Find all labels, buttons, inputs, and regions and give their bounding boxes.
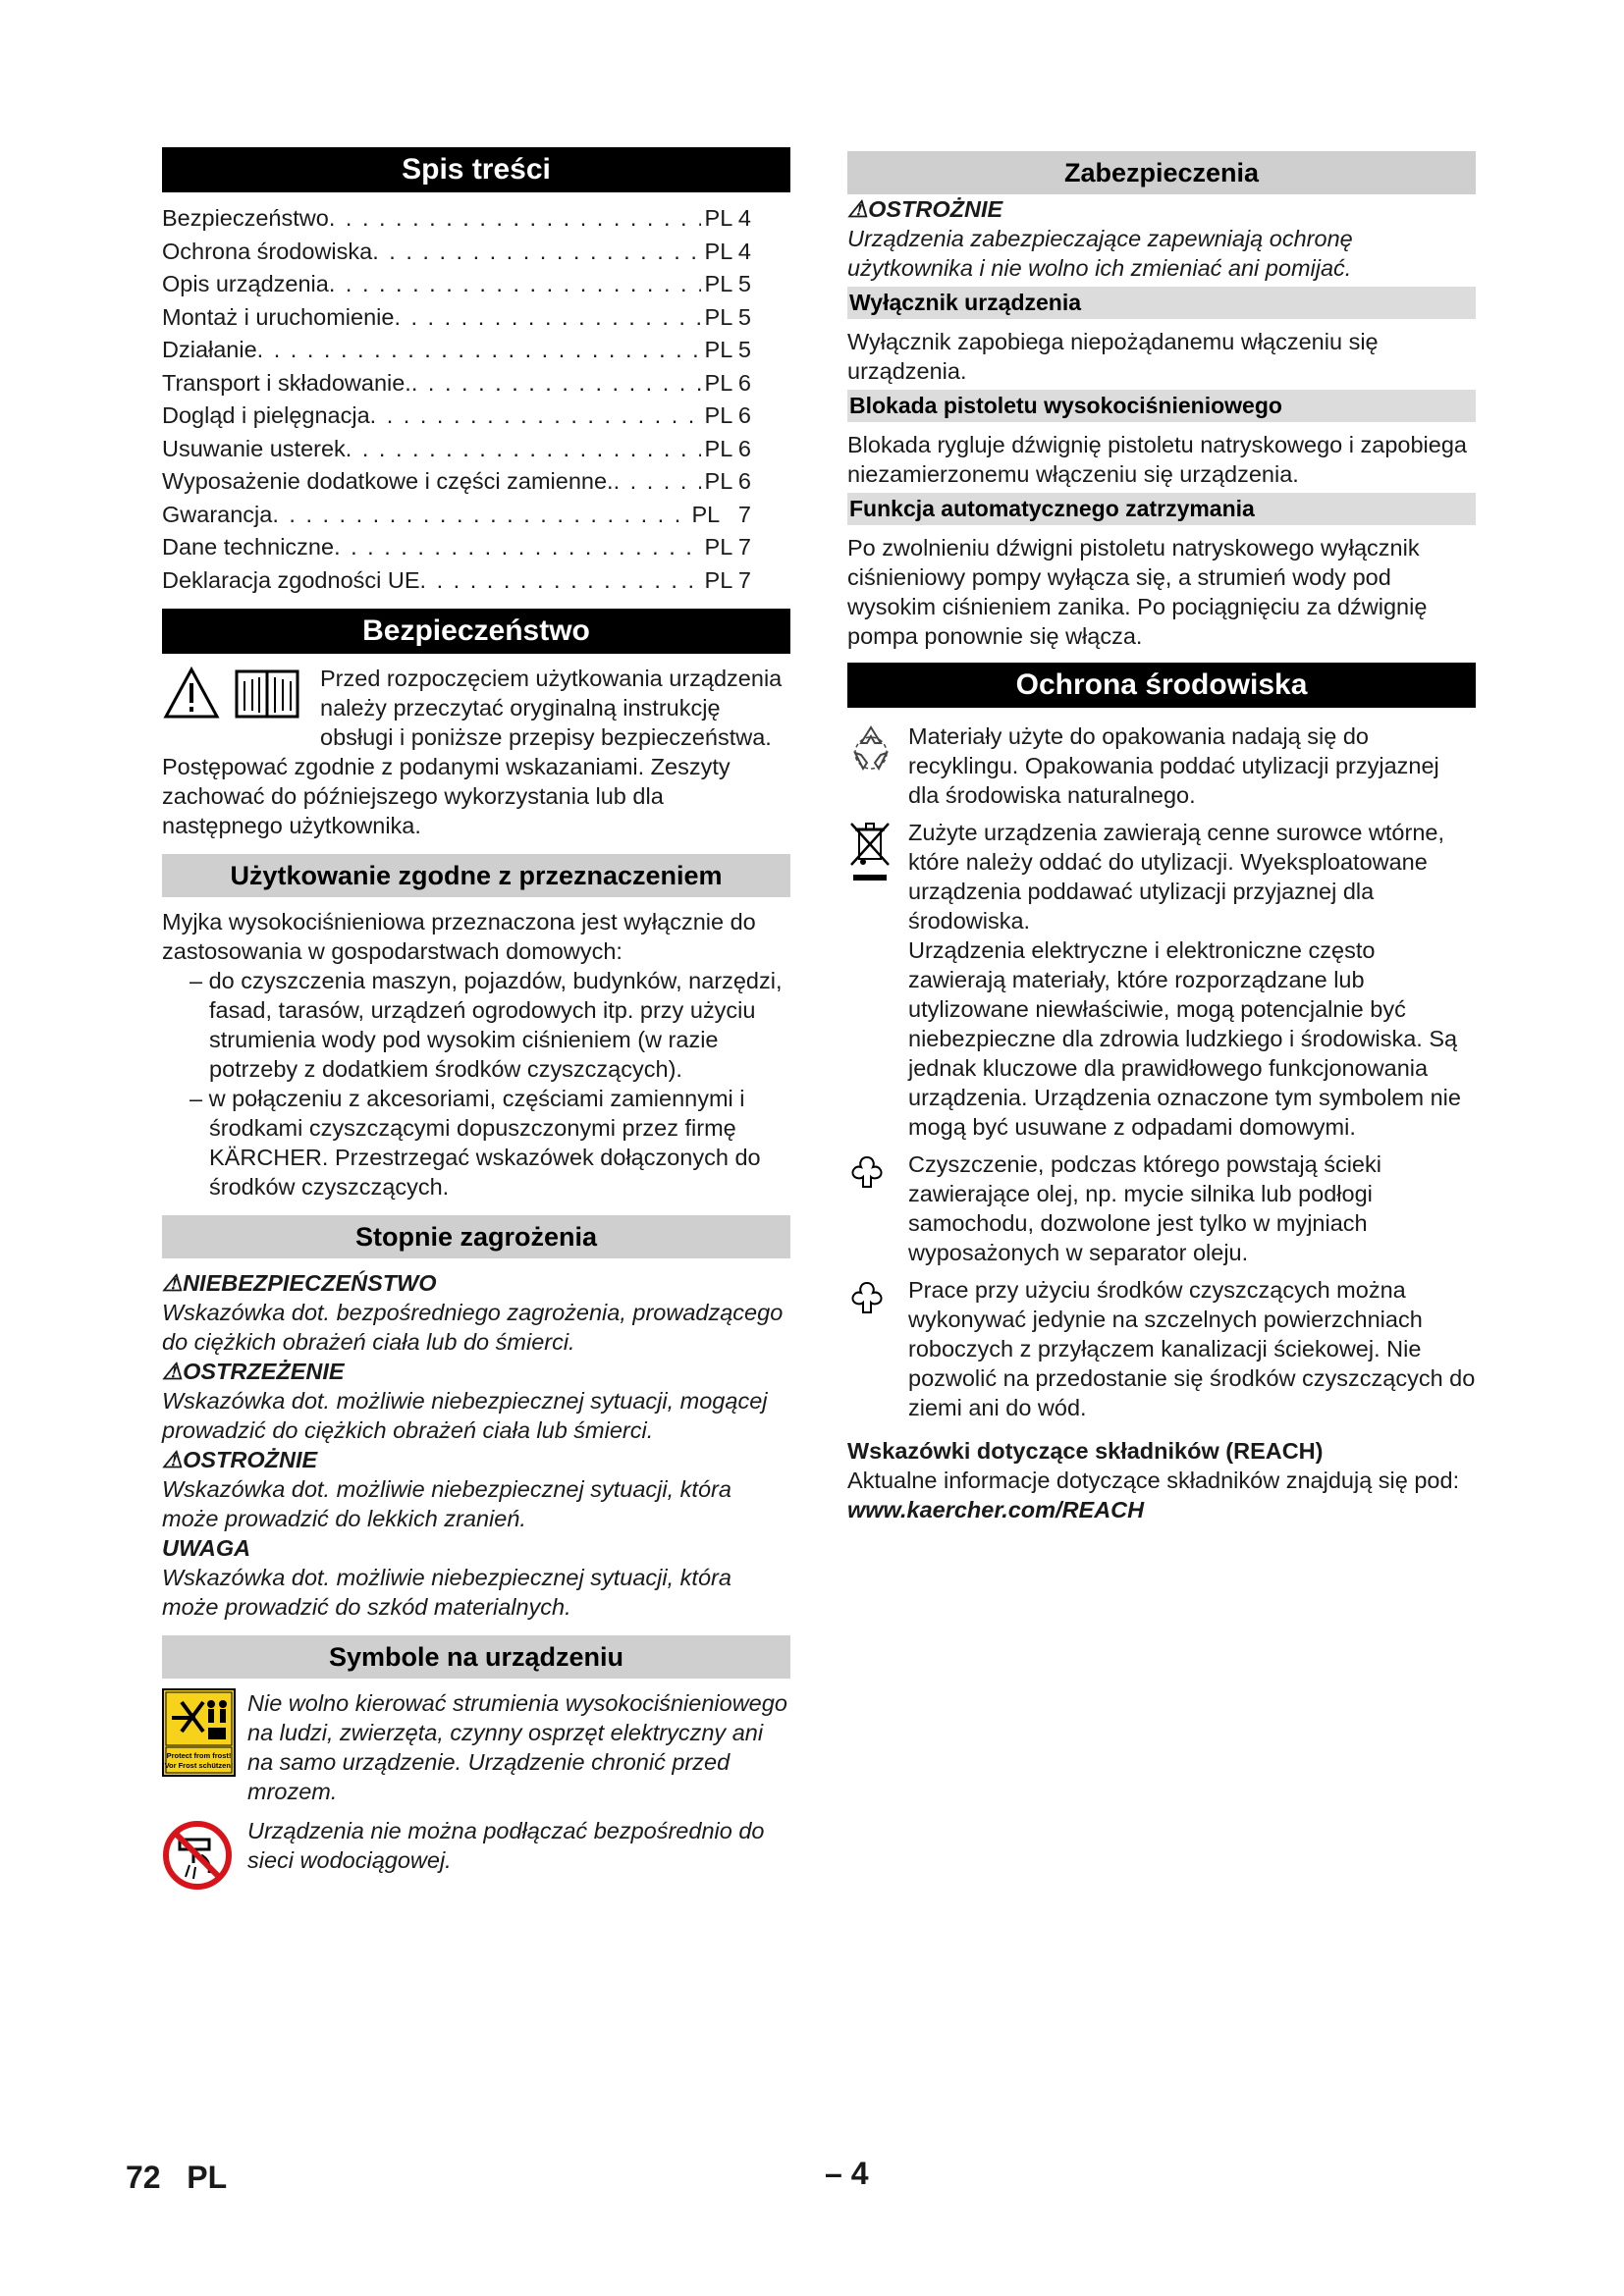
reach-heading: Wskazówki dotyczące składników (REACH) <box>847 1438 1324 1464</box>
toc-entry-page: PL 5 <box>704 303 751 330</box>
toc-entry-page: PL 6 <box>704 468 751 494</box>
crossed-bin-icon <box>847 818 908 1142</box>
intended-use-list <box>162 966 790 1201</box>
device-symbols-heading: Symbole na urządzeniu <box>162 1635 790 1679</box>
frost-label-en: Protect from frost! <box>166 1751 232 1760</box>
toc-leader-dots <box>329 202 701 236</box>
switch-text: Wyłącznik zapobiega niepożądanemu włączeniu się urządzenia. <box>847 329 1379 384</box>
toc-entry[interactable] <box>162 564 751 598</box>
toc-entry[interactable] <box>162 268 751 301</box>
notice-label: UWAGA <box>162 1535 251 1561</box>
safety-intro <box>162 664 790 840</box>
toc-entry-title: Dane techniczne <box>162 534 335 560</box>
toc-entry-title: Działanie <box>162 337 257 362</box>
toc-entry[interactable] <box>162 202 751 236</box>
toc-entry-title: Opis urządzenia <box>162 271 329 296</box>
toc-list <box>162 202 790 597</box>
gun-lock-text: Blokada rygluje dźwignię pistoletu natryskowego i zapobiega niezamierzonemu włączeniu się urządzenia. <box>847 432 1467 487</box>
toc-leader-dots <box>614 465 701 499</box>
oil-drop-icon <box>847 1149 908 1267</box>
high-pressure-frost-icon <box>162 1688 236 1777</box>
intended-use-heading: Użytkowanie zgodne z przeznaczeniem <box>162 854 790 897</box>
warning-triangle-icon <box>162 664 314 724</box>
symbol-row-high-pressure <box>162 1688 790 1806</box>
reach-section <box>847 1436 1476 1524</box>
packaging-row <box>847 721 1476 810</box>
toc-entry-title: Wyposażenie dodatkowe i części zamienne. <box>162 468 614 494</box>
right-column <box>847 147 1476 1524</box>
toc-entry-page: PL 6 <box>704 369 751 396</box>
toc-entry[interactable] <box>162 367 751 400</box>
toc-entry-page: PL 5 <box>704 271 751 296</box>
toc-entry[interactable] <box>162 301 751 335</box>
toc-entry-title: Deklaracja zgodności UE <box>162 566 420 593</box>
left-column <box>162 147 790 1895</box>
safety-heading: Bezpieczeństwo <box>162 609 790 654</box>
packaging-text: Materiały użyte do opakowania nadają się do recyklingu. Opakowania poddać utylizacji przyjaznej dla środowiska naturalnego. <box>908 723 1439 808</box>
toc-entry-page: PL 6 <box>704 435 751 461</box>
hazard-levels <box>162 1268 790 1622</box>
page-label: 72 PL <box>126 2160 228 2195</box>
oil-text: Czyszczenie, podczas którego powstają ścieki zawierające olej, np. mycie silnika lub podłogi samochodu, dozwolone jest tylko w myjniach wyposażonych w separator oleju. <box>908 1151 1381 1265</box>
warning-text: Wskazówka dot. możliwie niebezpiecznej sytuacji, mogącej prowadzić do ciężkich obrażeń ciała lub śmierci. <box>162 1388 768 1443</box>
caution-text: Wskazówka dot. możliwie niebezpiecznej sytuacji, która może prowadzić do lekkich zranień. <box>162 1476 731 1531</box>
toc-leader-dots <box>394 301 700 335</box>
intended-use-text: Myjka wysokociśnieniowa przeznaczona jest wyłącznie do zastosowania w gospodarstwach domowych: <box>162 909 756 964</box>
symbol1-text: Nie wolno kierować strumienia wysokociśnieniowego na ludzi, zwierzęta, czynny osprzęt elektryczny ani na samo urządzenie. Urządzenie chronić przed mrozem. <box>247 1690 787 1804</box>
symbol-row-no-direct-connection <box>162 1816 790 1895</box>
detergent-icon <box>847 1275 908 1422</box>
reach-text: Aktualne informacje dotyczące składników znajdują się pod: <box>847 1468 1460 1493</box>
weee-text <box>908 818 1476 1142</box>
safety-intro-text: Przed rozpoczęciem użytkowania urządzenia należy przeczytać oryginalną instrukcję obsługi i poniższe przepisy bezpieczeństwa. Postępować zgodnie z podanymi wskazaniami. Zeszyty zachować do późniejszego wykorzystania lub dla następnego użytkownika. <box>162 666 783 838</box>
toc-heading: Spis treści <box>162 147 790 192</box>
safety-devices-caution-label: ⚠OSTROŻNIE <box>847 196 1003 222</box>
safety-devices-heading: Zabezpieczenia <box>847 151 1476 194</box>
auto-stop-heading: Funkcja automatycznego zatrzymania <box>847 493 1476 525</box>
recycling-icon <box>847 721 908 810</box>
toc-entry-page: PL 7 <box>704 566 751 593</box>
manual-book-icon <box>237 671 298 717</box>
environment-heading: Ochrona środowiska <box>847 663 1476 708</box>
danger-label: ⚠NIEBEZPIECZEŃSTWO <box>162 1270 437 1296</box>
toc-leader-dots <box>411 367 701 400</box>
toc-leader-dots <box>370 400 701 433</box>
toc-entry[interactable] <box>162 334 751 367</box>
list-item: – w połączeniu z akcesoriami, częściami zamiennymi i środkami czyszczącymi dopuszczonymi przez firmę KÄRCHER. Przestrzegać wskazówek dołączonych do środków czyszczących. <box>189 1086 761 1200</box>
auto-stop-text: Po zwolnieniu dźwigni pistoletu natryskowego wyłącznik ciśnieniowy pompy wyłącza się, a strumień wody pod wysokim ciśnieniem zanika. Po pociągnięciu za dźwignię pompa ponownie się włącza. <box>847 535 1428 649</box>
toc-entry[interactable] <box>162 236 751 269</box>
toc-entry-title: Ochrona środowiska <box>162 238 373 264</box>
no-water-mains-icon <box>162 1816 236 1895</box>
symbol2-text: Urządzenia nie można podłączać bezpośrednio do sieci wodociągowej. <box>247 1818 765 1873</box>
toc-entry[interactable] <box>162 465 751 499</box>
toc-entry-title: Gwarancja <box>162 501 273 527</box>
toc-entry[interactable] <box>162 400 751 433</box>
page-number: – 4 <box>825 2156 869 2191</box>
list-item: – do czyszczenia maszyn, pojazdów, budynków, narzędzi, fasad, tarasów, urządzeń ogrodowych itp. przy użyciu strumienia wody pod wysokim ciśnieniem (w razie potrzeby z dodatkiem środków czyszczących). <box>189 968 783 1082</box>
weee-text-1: Zużyte urządzenia zawierają cenne surowce wtórne, które należy oddać do utylizacji. Wyeksploatowane urządzenia poddawać utylizacji przyjaznej dla środowiska. <box>908 820 1444 934</box>
toc-entry[interactable] <box>162 531 751 564</box>
weee-row <box>847 818 1476 1142</box>
toc-entry-title: Usuwanie usterek <box>162 435 346 461</box>
detergent-row <box>847 1275 1476 1422</box>
toc-entry[interactable] <box>162 433 751 466</box>
hazard-levels-heading: Stopnie zagrożenia <box>162 1215 790 1258</box>
toc-leader-dots <box>372 236 700 269</box>
detergent-text: Prace przy użyciu środków czyszczących można wykonywać jedynie na szczelnych powierzchniach roboczych z przyłączem kanalizacji ściekowej. Nie pozwolić na przedostanie się środków czyszczących do ziemi ani do wód. <box>908 1277 1476 1420</box>
toc-entry-page: PL 7 <box>704 534 751 560</box>
toc-leader-dots <box>420 564 701 598</box>
frost-label-de: Vor Frost schützen! <box>164 1761 234 1770</box>
danger-text: Wskazówka dot. bezpośredniego zagrożenia, prowadzącego do ciężkich obrażeń ciała lub do śmierci. <box>162 1300 784 1355</box>
toc-entry-page: PL 4 <box>704 238 751 264</box>
toc-entry-title: Bezpieczeństwo <box>162 205 329 231</box>
toc-leader-dots <box>272 499 687 532</box>
caution-label: ⚠OSTROŻNIE <box>162 1447 318 1472</box>
switch-heading: Wyłącznik urządzenia <box>847 287 1476 319</box>
weee-text-2: Urządzenia elektryczne i elektroniczne często zawierają materiały, które rozporządzane lub utylizowane niewłaściwie, mogą potencjalnie być niebezpieczne dla zdrowia ludzkiego i środowiska. Są jednak kluczowe dla prawidłowego funkcjonowania urządzenia. Urządzenia oznaczone tym symbolem nie mogą być usuwane z odpadami domowymi. <box>908 937 1461 1140</box>
reach-link[interactable]: www.kaercher.com/REACH <box>847 1497 1145 1522</box>
toc-leader-dots <box>257 334 701 367</box>
safety-devices-caution-text: Urządzenia zabezpieczające zapewniają ochronę użytkownika i nie wolno ich zmieniać ani pomijać. <box>847 226 1353 281</box>
toc-entry-page: PL 7 <box>691 501 751 527</box>
toc-leader-dots <box>346 433 701 466</box>
warning-label: ⚠OSTRZEŻENIE <box>162 1359 345 1384</box>
toc-entry-page: PL 5 <box>704 337 751 362</box>
notice-text: Wskazówka dot. możliwie niebezpiecznej sytuacji, która może prowadzić do szkód materialnych. <box>162 1565 731 1620</box>
toc-leader-dots <box>334 531 700 564</box>
warning-and-manual-icons <box>162 664 314 724</box>
toc-entry[interactable] <box>162 499 751 532</box>
toc-entry-page: PL 6 <box>704 402 751 428</box>
toc-entry-page: PL 4 <box>704 205 751 231</box>
gun-lock-heading: Blokada pistoletu wysokociśnieniowego <box>847 390 1476 422</box>
toc-entry-title: Dogląd i pielęgnacja <box>162 402 370 428</box>
oil-row <box>847 1149 1476 1267</box>
toc-entry-title: Transport i składowanie. <box>162 369 411 396</box>
toc-entry-title: Montaż i uruchomienie <box>162 303 395 330</box>
toc-leader-dots <box>329 268 701 301</box>
